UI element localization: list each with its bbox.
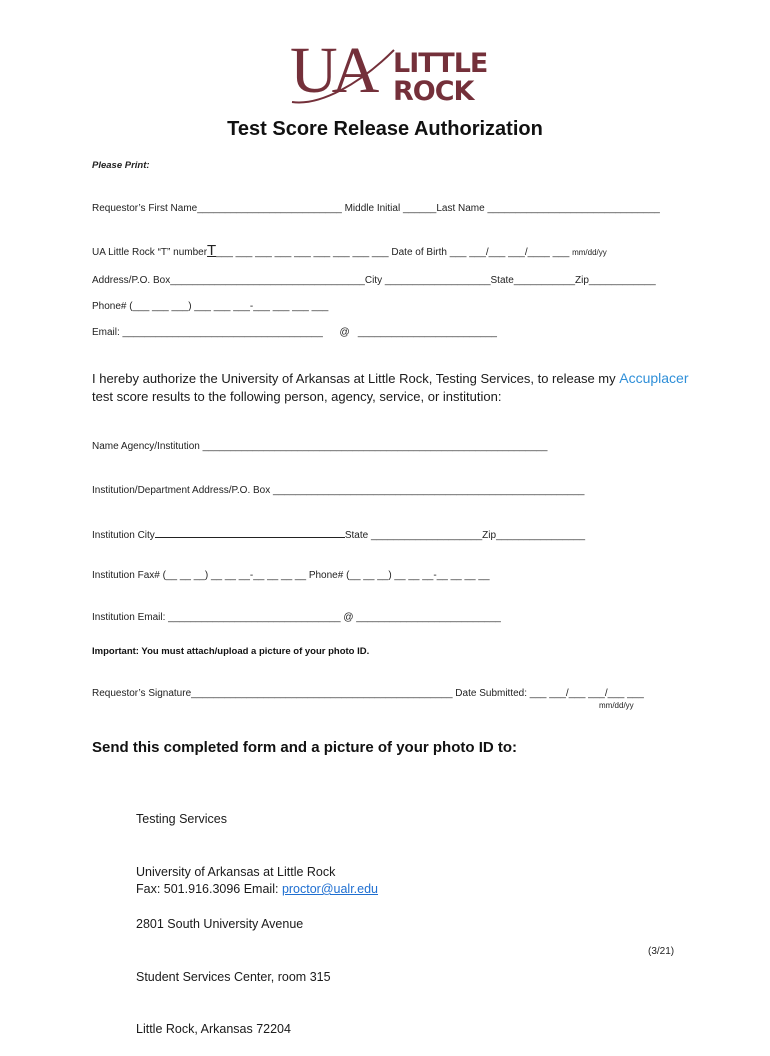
t-number-prefix: T [207, 242, 217, 259]
logo-ua-text: UA [290, 34, 374, 107]
revision-date: (3/21) [648, 946, 675, 957]
date-submitted-format: mm/dd/yy [599, 701, 634, 710]
t-number-field[interactable] [92, 242, 607, 259]
dob-format: mm/dd/yy [572, 248, 607, 257]
proctor-email-link[interactable]: proctor@ualr.edu [281, 882, 379, 896]
institution-email-field[interactable]: Institution Email: _______________________________ @ __________________________ [92, 612, 501, 623]
institution-name-field[interactable]: Name Agency/Institution ______________________________________________________________ [92, 441, 548, 452]
logo-little-text: LITTLE [393, 48, 488, 79]
t-number-label: UA Little Rock “T” number [92, 247, 208, 258]
institution-city-field[interactable] [92, 527, 585, 541]
institution-city-label: Institution City [92, 530, 155, 541]
mailing-address [136, 776, 335, 1056]
logo-rock-text: ROCK [393, 76, 474, 107]
accuplacer-text: Accuplacer [619, 370, 689, 386]
institution-state-zip: State ____________________Zip________________ [344, 530, 586, 541]
institution-city-blank[interactable] [155, 527, 345, 538]
address-line: Student Services Center, room 315 [136, 969, 331, 984]
phone-field[interactable]: Phone# (___ ___ ___) ___ ___ ___-___ ___ ___ ___ [92, 301, 329, 312]
important-notice: Important: You must attach/upload a picture of your photo ID. [92, 646, 370, 657]
page-title: Test Score Release Authorization [227, 118, 543, 140]
fax-email-line [136, 881, 378, 899]
address-field[interactable]: Address/P.O. Box___________________________________City ___________________State___________Zip____________ [92, 275, 656, 286]
institution-fax-phone-field[interactable]: Institution Fax# (__ __ __) __ __ __-__ __ __ __ Phone# (__ __ __) __ __ __-__ __ __ __ [92, 570, 490, 581]
institution-address-field[interactable]: Institution/Department Address/P.O. Box ________________________________________________________ [92, 485, 585, 496]
send-heading: Send this completed form and a picture of your photo ID to: [92, 739, 518, 756]
t-number-blanks: ___ ___ ___ ___ ___ ___ ___ ___ ___ Date of Birth ___ ___/___ ___/____ ___ [216, 247, 570, 258]
fax-email-label: Fax: 501.916.3096 Email: [136, 882, 282, 896]
address-line: Testing Services [136, 812, 228, 826]
signature-field[interactable]: Requestor’s Signature_______________________________________________ Date Submitted: ___ ___/___ ___/___ ___ [92, 688, 644, 699]
email-field[interactable]: Email: ____________________________________ @ _________________________ [92, 327, 497, 338]
ua-little-rock-logo [290, 34, 488, 108]
requestor-name-field[interactable]: Requestor’s First Name__________________________ Middle Initial ______Last Name _______________________________ [92, 203, 660, 214]
please-print-label: Please Print: [92, 160, 150, 171]
address-line: 2801 South University Avenue [136, 917, 304, 931]
authorization-text-2: test score results to the following person, agency, service, or institution: [92, 389, 502, 404]
address-line: Little Rock, Arkansas 72204 [136, 1022, 291, 1036]
authorization-statement [92, 369, 689, 406]
authorization-text-1: I hereby authorize the University of Arkansas at Little Rock, Testing Services, to release my [92, 371, 620, 386]
address-line: University of Arkansas at Little Rock [136, 864, 336, 879]
